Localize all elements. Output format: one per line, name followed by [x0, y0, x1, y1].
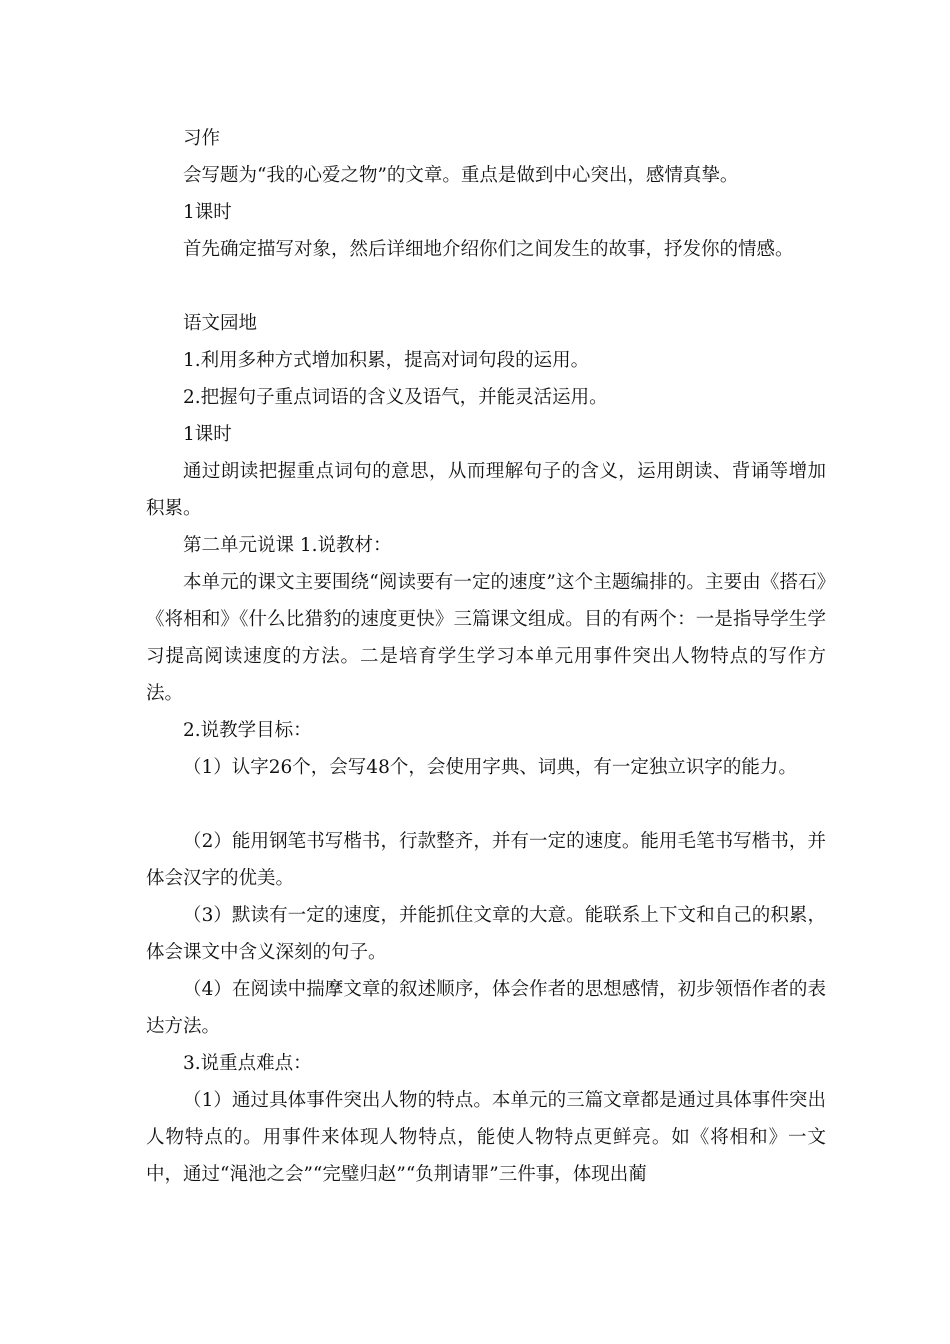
yuwen-yuandi-goal-1: 1.利用多种方式增加积累，提高对词句段的运用。	[183, 350, 590, 371]
yuwen-yuandi-hours: 1课时	[183, 424, 232, 445]
xizuo-hours: 1课时	[183, 202, 232, 223]
spacer	[146, 786, 826, 823]
yuwen-yuandi-method: 通过朗读把握重点词句的意思，从而理解句子的含义，运用朗读、背诵等增加积累。	[146, 461, 826, 519]
unit2-heading: 第二单元说课 1.说教材：	[183, 535, 392, 556]
spacer	[146, 268, 826, 305]
unit2-goal-4: （4）在阅读中揣摩文章的叙述顺序，体会作者的思想感情，初步领悟作者的表达方法。	[146, 979, 826, 1037]
unit2-goal-1: （1）认字26个，会写48个，会使用字典、词典，有一定独立识字的能力。	[183, 757, 797, 778]
unit2-key-1: （1）通过具体事件突出人物的特点。本单元的三篇文章都是通过具体事件突出人物特点的。用事件来体现人物特点，能使人物特点更鲜亮。如《将相和》一文中，通过“渑池之会”“完璧归赵”“负荆请罪”三件事，体现出蔺	[146, 1090, 826, 1185]
unit2-goal-2: （2）能用钢笔书写楷书，行款整齐，并有一定的速度。能用毛笔书写楷书，并体会汉字的优美。	[146, 831, 826, 889]
unit2-goal-3: （3）默读有一定的速度，并能抓住文章的大意。能联系上下文和自己的积累，体会课文中含义深刻的句子。	[146, 905, 826, 963]
unit2-key-heading: 3.说重点难点：	[183, 1053, 312, 1074]
unit2-goals-heading: 2.说教学目标：	[183, 720, 312, 741]
xizuo-method: 首先确定描写对象，然后详细地介绍你们之间发生的故事，抒发你的情感。	[183, 239, 794, 260]
xizuo-goal: 会写题为“我的心爱之物”的文章。重点是做到中心突出，感情真挚。	[183, 165, 739, 186]
document-body	[146, 120, 826, 1193]
yuwen-yuandi-goal-2: 2.把握句子重点词语的含义及语气，并能灵活运用。	[183, 387, 608, 408]
yuwen-yuandi-title: 语文园地	[183, 313, 258, 334]
xizuo-title: 习作	[183, 128, 221, 149]
unit2-textbook: 本单元的课文主要围绕“阅读要有一定的速度”这个主题编排的。主要由《搭石》《将相和》《什么比猎豹的速度更快》三篇课文组成。目的有两个：一是指导学生学习提高阅读速度的方法。二是培育学生学习本单元用事件突出人物特点的写作方法。	[146, 572, 826, 704]
